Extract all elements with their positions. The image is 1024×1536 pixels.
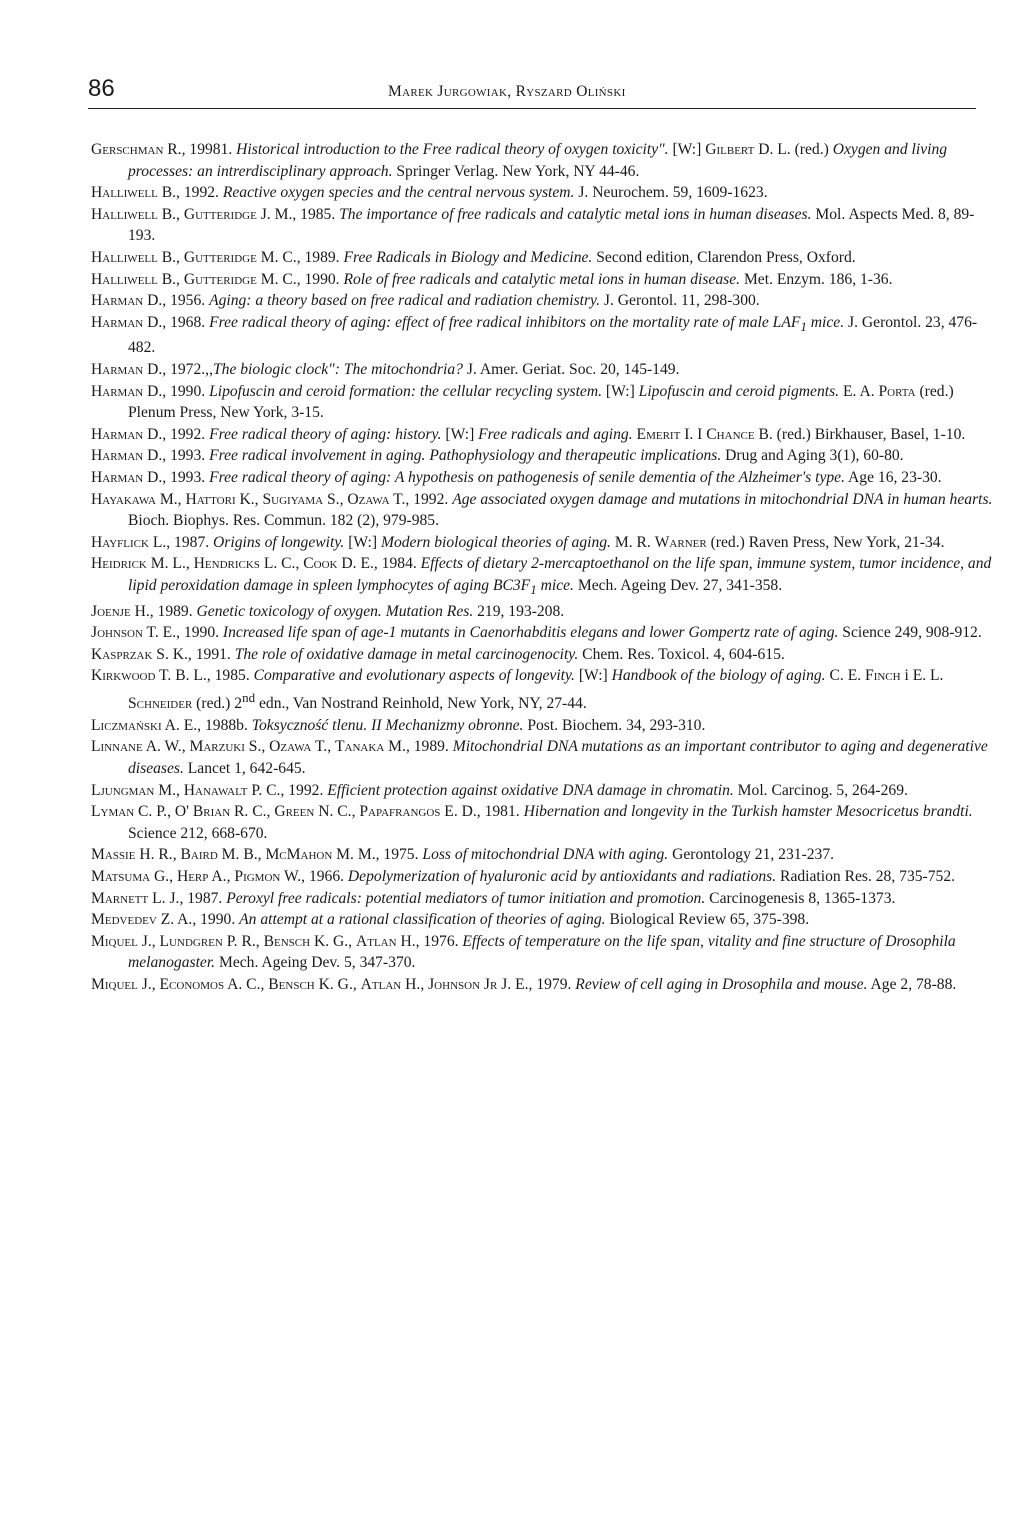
reference-text: 1 (800, 318, 807, 334)
reference-entry (91, 424, 996, 446)
reference-text: , 1987. (166, 533, 214, 551)
reference-entry (91, 715, 996, 737)
reference-entry (91, 801, 996, 844)
reference-title: mice. (806, 313, 845, 331)
reference-author: Green N. C. (274, 803, 352, 821)
reference-title: Mitochondrial DNA mutations as an important contributor to aging and degenerative diseases. (128, 738, 988, 778)
reference-text: Gerontology 21, 231-237. (668, 846, 835, 864)
reference-text: , (255, 932, 264, 950)
reference-text: , (175, 781, 184, 799)
reference-text: Mol. Carcinog. 5, 264-269. (733, 781, 908, 799)
reference-text: , 1992. (176, 184, 223, 202)
reference-author: Hanawalt P. C. (183, 781, 281, 799)
reference-text: , (420, 975, 429, 993)
reference-text: Radiation Res. 28, 735-752. (776, 868, 956, 885)
reference-author: Warner (654, 533, 707, 551)
reference-author: Harman D. (91, 469, 163, 487)
reference-entry (91, 780, 996, 802)
reference-text: , (151, 932, 160, 950)
reference-text: , 1992. (280, 781, 328, 799)
reference-text: Met. Enzym. 186, 1-36. (740, 270, 893, 288)
reference-text: Biological Review 65, 375-398. (605, 911, 810, 929)
reference-entry (91, 888, 996, 910)
reference-text: 1 (530, 582, 537, 598)
reference-author: Cook D. E. (303, 555, 374, 573)
reference-author: Herp A. (176, 868, 227, 885)
reference-entry (91, 644, 996, 666)
reference-text: , (181, 738, 190, 756)
reference-text: , 1989. (405, 738, 453, 756)
reference-author: Hayakawa M. (91, 490, 178, 508)
reference-author: Atlan H. (355, 932, 416, 950)
reference-text: Mech. Ageing Dev. 5, 347-370. (215, 954, 416, 972)
reference-entry (91, 601, 996, 623)
reference-entry (91, 269, 996, 291)
reference-text: , (254, 490, 263, 508)
reference-text: , 1990. (296, 270, 344, 288)
reference-author: Gerschman R. (91, 141, 182, 158)
reference-text: Springer Verlag. New York, NY 44-46. (392, 162, 640, 180)
reference-author: Kirkwood T. B. L. (91, 667, 207, 685)
reference-author: Miquel J. (91, 932, 152, 950)
reference-text: [W:] (574, 667, 612, 685)
reference-text: , (348, 932, 356, 950)
reference-title: Free radical theory of aging: A hypothesis on pathogenesis of senile dementia of the Alzheimer's type. (209, 469, 845, 487)
reference-author: Harman D. (91, 292, 163, 310)
reference-author: Pigmon W. (234, 868, 302, 885)
reference-entry (91, 381, 996, 424)
reference-text: , 1992. (405, 490, 453, 508)
page-header (88, 76, 976, 109)
reference-author: Tanaka M. (335, 738, 406, 756)
reference-text: (red.) (790, 141, 833, 158)
reference-text: (red.) 2 (192, 695, 243, 713)
reference-text: , (176, 270, 184, 288)
reference-text: , (185, 555, 194, 573)
reference-text: , 1993. (162, 447, 210, 465)
reference-author: Hendricks L. C. (193, 555, 296, 573)
reference-text: Age 2, 78-88. (867, 975, 957, 993)
reference-list (91, 139, 996, 996)
reference-title: Lipofuscin and ceroid formation: the cellular recycling system. (209, 382, 603, 400)
reference-title: Loss of mitochondrial DNA with aging. (422, 846, 669, 864)
reference-author: Sugiyama S. (262, 490, 340, 508)
reference-text: , (260, 975, 269, 993)
reference-author: Harman D. (91, 382, 163, 400)
reference-author: Ljungman M. (91, 781, 176, 799)
reference-text: 219, 193-208. (473, 602, 565, 620)
reference-title: Free Radicals in Biology and Medicine. (343, 248, 593, 266)
reference-title: Hibernation and longevity in the Turkish hamster Mesocricetus brandti. (523, 803, 973, 821)
reference-text: Mech. Ageing Dev. 27, 341-358. (573, 576, 783, 594)
reference-text: , (351, 803, 360, 821)
reference-entry (91, 553, 996, 600)
reference-text: , (167, 803, 175, 821)
reference-text: [W:] (668, 141, 706, 158)
reference-title: Modern biological theories of aging. (380, 533, 611, 551)
reference-author: Bensch K. G. (263, 932, 349, 950)
reference-title: Origins of longewity. (213, 533, 345, 551)
reference-title: Free radical theory of aging: history. (209, 425, 442, 443)
reference-text: , 1981. (476, 803, 524, 821)
reference-title: Free radicals and aging. (478, 425, 633, 443)
reference-entry (91, 736, 996, 779)
reference-author: Atlan H. (360, 975, 421, 993)
reference-entry (91, 139, 996, 182)
reference-title: Efficient protection against oxidative DNA damage in chromatin. (327, 781, 734, 799)
reference-author: Halliwell B. (91, 184, 177, 202)
reference-author: Papafrangos E. D. (359, 803, 477, 821)
reference-text: Age 16, 23-30. (845, 469, 942, 487)
reference-author: Marzuki S. (189, 738, 262, 756)
reference-entry (91, 312, 996, 359)
reference-text: [W:] (602, 382, 639, 400)
reference-title: mice. (536, 576, 574, 594)
reference-title: Toksyczność tlenu. II Mechanizmy obronne. (251, 716, 524, 734)
reference-text: Science 212, 668-670. (128, 824, 268, 842)
reference-author: Heidrick M. L. (91, 555, 186, 573)
reference-author: Lundgren P. R. (159, 932, 256, 950)
reference-author: Lyman C. P. (91, 803, 168, 821)
reference-author: Porta (878, 382, 916, 400)
reference-author: Harman D. (91, 447, 163, 465)
reference-author: Johnson T. E. (91, 624, 177, 642)
reference-text: Chem. Res. Toxicol. 4, 604-615. (578, 645, 785, 663)
reference-author: Miquel J. (91, 975, 152, 993)
reference-title: The biologic clock": The mitochondria? (212, 361, 463, 379)
reference-text: , 1988b. (197, 716, 252, 734)
reference-title: Historical introduction to the Free radical theory of oxygen toxicity". (236, 141, 669, 158)
reference-author: Medvedev Z. A. (91, 911, 193, 929)
reference-text: M. R. (610, 533, 655, 551)
reference-text: , 1985. (206, 667, 254, 685)
reference-text: Second edition, Clarendon Press, Oxford. (592, 248, 856, 266)
reference-author: Liczmański A. E. (91, 716, 198, 734)
reference-author: Gutteridge M. C. (183, 248, 297, 266)
reference-entry (91, 665, 996, 714)
reference-text: [W:] (441, 425, 479, 443)
reference-author: Hattori K. (185, 490, 255, 508)
reference-text: J. Gerontol. 23, 476-482. (128, 313, 978, 357)
reference-entry (91, 359, 996, 381)
reference-text: , 1987. (179, 889, 227, 907)
reference-author: Johnson Jr J. E. (428, 975, 529, 993)
reference-text: , (261, 738, 270, 756)
reference-entry (91, 204, 996, 247)
reference-text: C. E. (825, 667, 866, 685)
reference-text: J. Amer. Geriat. Soc. 20, 145-149. (462, 361, 680, 379)
reference-entry (91, 247, 996, 269)
reference-text: , (151, 975, 160, 993)
reference-text: edn., Van Nostrand Reinhold, New York, NY, 27-44. (255, 695, 587, 713)
reference-text: (red.) Birkhauser, Basel, 1-10. (772, 425, 966, 443)
reference-entry (91, 974, 996, 996)
reference-text: , 1992. (162, 425, 210, 443)
reference-author: O' Brian R. C. (174, 803, 267, 821)
reference-author: Kasprzak S. K. (91, 645, 188, 663)
reference-text: , 1968. (162, 313, 210, 331)
reference-author: Baird M. B. (180, 846, 258, 864)
reference-text: , 1990. (192, 911, 240, 929)
reference-text: , 1979. (528, 975, 576, 993)
reference-author: Massie H. R. (91, 846, 173, 864)
reference-text: Post. Biochem. 34, 293-310. (523, 716, 706, 734)
reference-title: Free radical theory of aging: effect of free radical inhibitors on the mortality rate of male LAF (209, 313, 801, 331)
reference-text: , (295, 555, 304, 573)
page-number: 86 (88, 75, 115, 102)
reference-author: Linnane A. W. (91, 738, 182, 756)
reference-text: , (352, 975, 361, 993)
reference-text: , 1956. (162, 292, 210, 310)
reference-author: Chance B. (706, 425, 773, 443)
reference-author: Bensch K. G. (268, 975, 353, 993)
reference-text: (red.) Plenum Press, New York, 3-15. (128, 382, 954, 422)
reference-text: Mol. Aspects Med. 8, 89-193. (128, 205, 975, 245)
reference-title: Review of cell aging in Drosophila and mouse. (575, 975, 868, 993)
reference-author: Ozawa T. (347, 490, 406, 508)
reference-text: , (172, 846, 181, 864)
reference-title: Increased life span of age-1 mutants in Caenorhabditis elegans and lower Gompertz rate of aging. (222, 624, 839, 642)
reference-author: Schneider (128, 695, 193, 713)
reference-text: , 1985. (292, 205, 340, 223)
reference-title: Peroxyl free radicals: potential mediators of tumor initiation and promotion. (226, 889, 706, 907)
reference-text: , 1993. (162, 469, 210, 487)
reference-title: Handbook of the biology of aging. (611, 667, 826, 685)
reference-text: , (177, 490, 186, 508)
reference-author: Gilbert D. L. (705, 141, 791, 158)
reference-title: Free radical involvement in aging. Pathophysiology and therapeutic implications. (209, 447, 722, 465)
reference-author: Gutteridge M. C. (183, 270, 297, 288)
reference-text: , (339, 490, 348, 508)
reference-entry (91, 467, 996, 489)
reference-author: Joenje H. (91, 602, 150, 620)
reference-title: Effects of temperature on the life span, vitality and fine structure of Drosophila melanogaster. (128, 932, 956, 972)
reference-title: Effects of dietary 2-mercaptoethanol on the life span, immune system, tumor incidence, and lipid peroxidation damage in spleen lymphocytes of aging BC3F (128, 555, 992, 594)
reference-title: Comparative and evolutionary aspects of longevity. (253, 667, 575, 685)
reference-entry (91, 532, 996, 554)
reference-text: , 19981. (181, 141, 237, 158)
reference-text: , (266, 803, 275, 821)
reference-entry (91, 489, 996, 532)
reference-title: Depolymerization of hyaluronic acid by antioxidants and radiations. (347, 868, 777, 885)
reference-author: McMahon M. M. (265, 846, 376, 864)
reference-text: , 1966. (301, 868, 348, 885)
reference-text: , (176, 205, 184, 223)
reference-author: Halliwell B. (91, 205, 177, 223)
reference-author: Harman D. (91, 313, 163, 331)
reference-text: J. Neurochem. 59, 1609-1623. (574, 184, 768, 202)
reference-title: Oxygen and living processes: an intrerdisciplinary approach. (128, 141, 948, 180)
reference-text: Bioch. Biophys. Res. Commun. 182 (2), 979-985. (128, 512, 440, 530)
reference-text: , 1972.,, (162, 361, 213, 379)
reference-text: i E. L. (900, 667, 944, 685)
reference-title: The importance of free radicals and catalytic metal ions in human diseases. (339, 205, 812, 223)
reference-title: Lipofuscin and ceroid pigments. (638, 382, 840, 400)
reference-author: Harman D. (91, 361, 163, 379)
reference-title: The role of oxidative damage in metal carcinogenocity. (234, 645, 579, 663)
reference-text: Science 249, 908-912. (838, 624, 982, 642)
reference-title: An attempt at a rational classification of theories of aging. (239, 911, 606, 929)
reference-title: Genetic toxicology of oxygen. Mutation Res. (196, 602, 474, 620)
reference-author: Gutteridge J. M. (183, 205, 293, 223)
reference-text: , 1990. (176, 624, 223, 642)
reference-author: Halliwell B. (91, 248, 177, 266)
reference-text: , (176, 248, 184, 266)
reference-text: Carcinogenesis 8, 1365-1373. (705, 889, 896, 907)
reference-author: Economos A. C. (159, 975, 261, 993)
reference-author: Halliwell B. (91, 270, 177, 288)
reference-text: E. A. (839, 382, 879, 400)
reference-entry (91, 931, 996, 974)
reference-entry (91, 866, 996, 888)
reference-title: Age associated oxygen damage and mutations in mitochondrial DNA in human hearts. (452, 490, 993, 508)
reference-text: I (693, 425, 707, 443)
reference-text: Drug and Aging 3(1), 60-80. (721, 447, 904, 465)
running-head: Marek Jurgowiak, Ryszard Oliński (388, 83, 626, 100)
reference-text: Lancet 1, 642-645. (183, 760, 306, 778)
reference-title: Aging: a theory based on free radical and radiation chemistry. (209, 292, 601, 310)
reference-title: Reactive oxygen species and the central nervous system. (222, 184, 575, 202)
reference-text: , 1976. (415, 932, 463, 950)
reference-entry (91, 622, 996, 644)
reference-author: Hayflick L. (91, 533, 167, 551)
reference-text: [W:] (344, 533, 381, 551)
reference-text: , 1990. (162, 382, 210, 400)
reference-text: , 1989. (149, 602, 197, 620)
reference-author: Ozawa T. (269, 738, 328, 756)
reference-author: Matsuma G. (91, 868, 170, 885)
reference-author: Marnett L. J. (91, 889, 180, 907)
reference-text: , 1975. (375, 846, 423, 864)
reference-author: Harman D. (91, 425, 163, 443)
reference-text: , (226, 868, 235, 885)
reference-entry (91, 182, 996, 204)
reference-title: Role of free radicals and catalytic metal ions in human disease. (343, 270, 741, 288)
reference-author: Finch (865, 667, 901, 685)
reference-text: , 1984. (373, 555, 421, 573)
reference-text: nd (242, 690, 256, 706)
reference-entry (91, 290, 996, 312)
reference-entry (91, 445, 996, 467)
reference-text: , 1991. (187, 645, 235, 663)
reference-author: Emerit I. (636, 425, 694, 443)
reference-text: , (257, 846, 266, 864)
reference-text: J. Gerontol. 11, 298-300. (600, 292, 760, 310)
reference-text: , (327, 738, 336, 756)
reference-text: (red.) Raven Press, New York, 21-34. (706, 533, 945, 551)
reference-entry (91, 909, 996, 931)
reference-text: , 1989. (296, 248, 344, 266)
reference-entry (91, 844, 996, 866)
reference-text: , (169, 868, 177, 885)
